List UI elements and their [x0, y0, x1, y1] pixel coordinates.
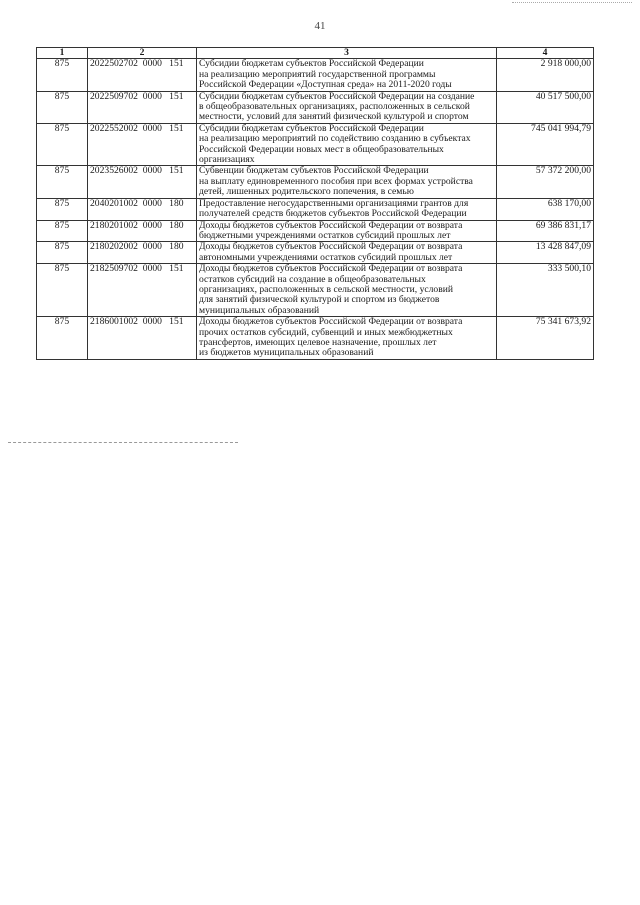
admin-code-cell: 875 — [37, 242, 88, 264]
budget-code-cell: 2022552002 0000 151 — [88, 123, 197, 166]
table-row — [37, 317, 594, 360]
amount-cell: 333 500,10 — [497, 264, 594, 317]
scan-artifact-top — [512, 2, 632, 4]
admin-code-cell: 875 — [37, 59, 88, 91]
budget-code-cell: 2186001002 0000 151 — [88, 317, 197, 360]
admin-code-cell: 875 — [37, 220, 88, 242]
budget-code-cell: 2022509702 0000 151 — [88, 91, 197, 123]
header-col-4: 4 — [497, 48, 594, 59]
admin-code-cell: 875 — [37, 91, 88, 123]
income-name-cell: Предоставление негосударственными организациями грантов для получателей средств бюджетов субъектов Российской Федерации — [197, 198, 497, 220]
admin-code-cell: 875 — [37, 123, 88, 166]
income-name-cell: Доходы бюджетов субъектов Российской Федерации от возврата прочих остатков субсидий, субвенций и иных межбюджетных трансфертов, имеющих целевое назначение, прошлых лет из бюджетов муниципальных образований — [197, 317, 497, 360]
header-col-2: 2 — [88, 48, 197, 59]
table-row — [37, 123, 594, 166]
amount-cell: 745 041 994,79 — [497, 123, 594, 166]
budget-code-cell: 2182509702 0000 151 — [88, 264, 197, 317]
budget-code-cell: 2023526002 0000 151 — [88, 166, 197, 198]
table-row — [37, 264, 594, 317]
table-row — [37, 59, 594, 91]
table-row — [37, 242, 594, 264]
header-col-1: 1 — [37, 48, 88, 59]
table-row — [37, 198, 594, 220]
income-name-cell: Доходы бюджетов субъектов Российской Федерации от возврата остатков субсидий на создание в общеобразовательных организациях, расположенных в сельской местности, условий для занятий физической культурой и спортом из бюджетов муниципальных образований — [197, 264, 497, 317]
budget-income-table — [36, 47, 594, 360]
income-name-cell: Субвенции бюджетам субъектов Российской Федерации на выплату единовременного пособия при всех формах устройства детей, лишенных родительского попечения, в семью — [197, 166, 497, 198]
income-name-cell: Субсидии бюджетам субъектов Российской Федерации на реализацию мероприятий по содействию созданию в субъектах Российской Федерации новых мест в общеобразовательных организациях — [197, 123, 497, 166]
table-row — [37, 166, 594, 198]
amount-cell: 2 918 000,00 — [497, 59, 594, 91]
table-header — [37, 48, 594, 59]
income-name-cell: Доходы бюджетов субъектов Российской Федерации от возврата бюджетными учреждениями остатков субсидий прошлых лет — [197, 220, 497, 242]
budget-code-cell: 2180201002 0000 180 — [88, 220, 197, 242]
income-name-cell: Доходы бюджетов субъектов Российской Федерации от возврата автономными учреждениями остатков субсидий прошлых лет — [197, 242, 497, 264]
table-body — [37, 59, 594, 359]
table-row — [37, 91, 594, 123]
admin-code-cell: 875 — [37, 264, 88, 317]
admin-code-cell: 875 — [37, 317, 88, 360]
page-number: 41 — [314, 20, 326, 32]
amount-cell: 57 372 200,00 — [497, 166, 594, 198]
admin-code-cell: 875 — [37, 166, 88, 198]
amount-cell: 638 170,00 — [497, 198, 594, 220]
amount-cell: 75 341 673,92 — [497, 317, 594, 360]
income-name-cell: Субсидии бюджетам субъектов Российской Федерации на реализацию мероприятий государственной программы Российской Федерации «Доступная среда» на 2011-2020 годы — [197, 59, 497, 91]
budget-code-cell: 2022502702 0000 151 — [88, 59, 197, 91]
scan-artifact-left — [8, 442, 238, 444]
budget-code-cell: 2180202002 0000 180 — [88, 242, 197, 264]
amount-cell: 13 428 847,09 — [497, 242, 594, 264]
admin-code-cell: 875 — [37, 198, 88, 220]
amount-cell: 69 386 831,17 — [497, 220, 594, 242]
header-row — [37, 48, 594, 59]
budget-code-cell: 2040201002 0000 180 — [88, 198, 197, 220]
header-col-3: 3 — [197, 48, 497, 59]
table-row — [37, 220, 594, 242]
income-name-cell: Субсидии бюджетам субъектов Российской Федерации на создание в общеобразовательных организациях, расположенных в сельской местности, условий для занятий физической культурой и спортом — [197, 91, 497, 123]
amount-cell: 40 517 500,00 — [497, 91, 594, 123]
